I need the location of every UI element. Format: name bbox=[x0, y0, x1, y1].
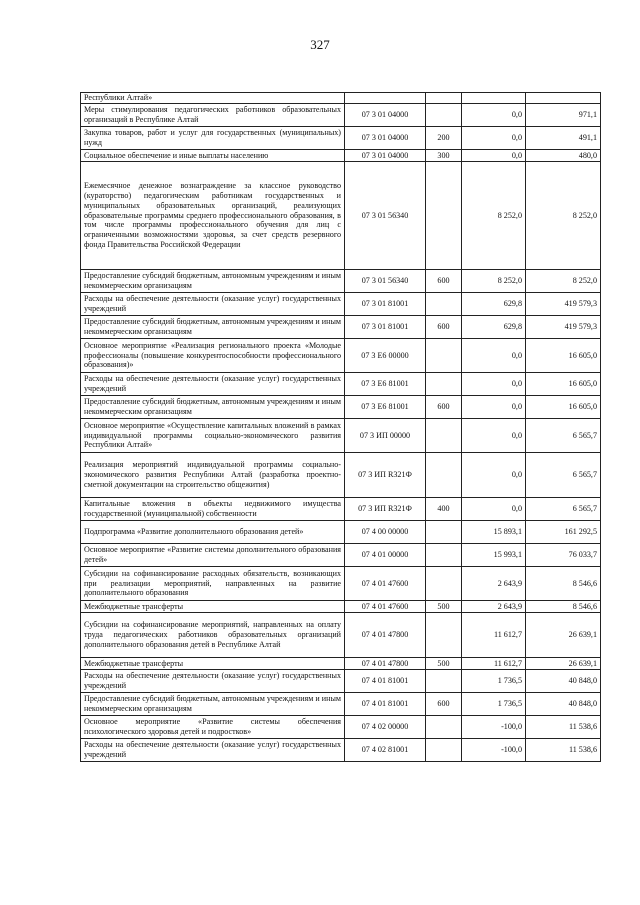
target-code: 07 4 01 47800 bbox=[345, 658, 426, 670]
amount-total: 8 252,0 bbox=[526, 162, 601, 270]
expense-type bbox=[426, 567, 462, 601]
expense-type: 600 bbox=[426, 316, 462, 339]
table-row bbox=[81, 150, 601, 162]
expense-type: 600 bbox=[426, 693, 462, 716]
amount-change: -100,0 bbox=[462, 716, 526, 739]
page-number: 327 bbox=[310, 37, 330, 52]
item-name: Предоставление субсидий бюджетным, автономным учреждениям и иным некоммерческим организациям bbox=[81, 396, 345, 419]
expense-type bbox=[426, 453, 462, 498]
item-name: Межбюджетные трансферты bbox=[81, 601, 345, 613]
item-name: Ежемесячное денежное вознаграждение за классное руководство (кураторство) педагогическим работникам государственных и муниципальных образовательных организаций, реализующих образовательные программы среднего профессионального образования, в том числе программы профессионального обучения для лиц с ограниченными возможностями здоровья, за счет средств резервного фонда Правительства Российской Федерации bbox=[81, 162, 345, 270]
item-name: Закупка товаров, работ и услуг для государственных (муниципальных) нужд bbox=[81, 127, 345, 150]
amount-total: 971,1 bbox=[526, 104, 601, 127]
table-row bbox=[81, 127, 601, 150]
target-code: 07 3 ИП 00000 bbox=[345, 419, 426, 453]
target-code: 07 4 01 81001 bbox=[345, 670, 426, 693]
item-name: Подпрограмма «Развитие дополнительного образования детей» bbox=[81, 521, 345, 544]
item-name: Реализация мероприятий индивидуальной программы социально-экономического развития Республики Алтай (разработка проектно-сметной документации на строительство общежития) bbox=[81, 453, 345, 498]
amount-total: 8 252,0 bbox=[526, 270, 601, 293]
table-row bbox=[81, 658, 601, 670]
amount-change: 0,0 bbox=[462, 127, 526, 150]
amount-change: 0,0 bbox=[462, 373, 526, 396]
target-code: 07 3 01 04000 bbox=[345, 150, 426, 162]
table-row bbox=[81, 693, 601, 716]
amount-total: 76 033,7 bbox=[526, 544, 601, 567]
item-name: Расходы на обеспечение деятельности (оказание услуг) государственных учреждений bbox=[81, 293, 345, 316]
amount-total: 16 605,0 bbox=[526, 373, 601, 396]
expense-type bbox=[426, 373, 462, 396]
expense-type: 400 bbox=[426, 498, 462, 521]
target-code: 07 3 01 81001 bbox=[345, 293, 426, 316]
amount-change: 8 252,0 bbox=[462, 270, 526, 293]
amount-total: 26 639,1 bbox=[526, 658, 601, 670]
target-code: 07 3 01 04000 bbox=[345, 127, 426, 150]
target-code: 07 4 02 00000 bbox=[345, 716, 426, 739]
table-row bbox=[81, 670, 601, 693]
amount-change: 15 893,1 bbox=[462, 521, 526, 544]
table-row bbox=[81, 316, 601, 339]
expense-type: 300 bbox=[426, 150, 462, 162]
amount-change: 2 643,9 bbox=[462, 601, 526, 613]
expense-type bbox=[426, 716, 462, 739]
amount-total: 11 538,6 bbox=[526, 739, 601, 762]
item-name: Меры стимулирования педагогических работников образовательных организаций в Республике Алтай bbox=[81, 104, 345, 127]
table-row bbox=[81, 93, 601, 104]
table-row bbox=[81, 453, 601, 498]
item-name: Расходы на обеспечение деятельности (оказание услуг) государственных учреждений bbox=[81, 373, 345, 396]
expense-type bbox=[426, 93, 462, 104]
expense-type bbox=[426, 419, 462, 453]
expense-type bbox=[426, 339, 462, 373]
amount-total: 419 579,3 bbox=[526, 293, 601, 316]
item-name: Основное мероприятие «Развитие системы дополнительного образования детей» bbox=[81, 544, 345, 567]
budget-table bbox=[80, 92, 601, 762]
amount-change: 1 736,5 bbox=[462, 693, 526, 716]
expense-type: 200 bbox=[426, 127, 462, 150]
expense-type: 600 bbox=[426, 396, 462, 419]
table-row bbox=[81, 396, 601, 419]
amount-change: 2 643,9 bbox=[462, 567, 526, 601]
target-code: 07 3 01 04000 bbox=[345, 104, 426, 127]
amount-change: 0,0 bbox=[462, 396, 526, 419]
table-row bbox=[81, 716, 601, 739]
table-row bbox=[81, 419, 601, 453]
table-row bbox=[81, 270, 601, 293]
table-row bbox=[81, 521, 601, 544]
item-name: Социальное обеспечение и иные выплаты населению bbox=[81, 150, 345, 162]
target-code: 07 3 01 81001 bbox=[345, 316, 426, 339]
amount-total bbox=[526, 93, 601, 104]
expense-type bbox=[426, 613, 462, 658]
amount-change: 1 736,5 bbox=[462, 670, 526, 693]
amount-total: 40 848,0 bbox=[526, 670, 601, 693]
amount-change: 8 252,0 bbox=[462, 162, 526, 270]
table-row bbox=[81, 601, 601, 613]
target-code: 07 3 ИП R321Ф bbox=[345, 453, 426, 498]
amount-total: 480,0 bbox=[526, 150, 601, 162]
expense-type bbox=[426, 162, 462, 270]
table-row bbox=[81, 613, 601, 658]
expense-type bbox=[426, 104, 462, 127]
table-row bbox=[81, 567, 601, 601]
amount-change: 0,0 bbox=[462, 104, 526, 127]
amount-total: 161 292,5 bbox=[526, 521, 601, 544]
amount-change: -100,0 bbox=[462, 739, 526, 762]
amount-total: 16 605,0 bbox=[526, 396, 601, 419]
item-name: Основное мероприятие «Реализация регионального проекта «Молодые профессионалы (повышение конкурентоспособности профессионального образования)» bbox=[81, 339, 345, 373]
expense-type: 500 bbox=[426, 658, 462, 670]
table-body bbox=[81, 93, 601, 762]
item-name: Предоставление субсидий бюджетным, автономным учреждениям и иным некоммерческим организациям bbox=[81, 270, 345, 293]
target-code: 07 4 01 00000 bbox=[345, 544, 426, 567]
item-name: Межбюджетные трансферты bbox=[81, 658, 345, 670]
target-code: 07 4 01 81001 bbox=[345, 693, 426, 716]
table-row bbox=[81, 339, 601, 373]
amount-total: 6 565,7 bbox=[526, 453, 601, 498]
target-code: 07 3 Е6 81001 bbox=[345, 373, 426, 396]
amount-change bbox=[462, 93, 526, 104]
amount-change: 629,8 bbox=[462, 316, 526, 339]
amount-total: 8 546,6 bbox=[526, 601, 601, 613]
amount-total: 419 579,3 bbox=[526, 316, 601, 339]
expense-type bbox=[426, 293, 462, 316]
target-code: 07 3 01 56340 bbox=[345, 270, 426, 293]
item-name: Основное мероприятие «Развитие системы обеспечения психологического здоровья детей и подростков» bbox=[81, 716, 345, 739]
target-code: 07 3 01 56340 bbox=[345, 162, 426, 270]
target-code: 07 3 ИП R321Ф bbox=[345, 498, 426, 521]
table-row bbox=[81, 739, 601, 762]
expense-type bbox=[426, 670, 462, 693]
amount-total: 6 565,7 bbox=[526, 419, 601, 453]
expense-type bbox=[426, 521, 462, 544]
expense-type bbox=[426, 739, 462, 762]
expense-type: 600 bbox=[426, 270, 462, 293]
item-name: Субсидии на софинансирование расходных обязательств, возникающих при реализации мероприятий, направленных на развитие дополнительного образования bbox=[81, 567, 345, 601]
item-name: Расходы на обеспечение деятельности (оказание услуг) государственных учреждений bbox=[81, 739, 345, 762]
target-code: 07 4 01 47600 bbox=[345, 601, 426, 613]
item-name: Предоставление субсидий бюджетным, автономным учреждениям и иным некоммерческим организациям bbox=[81, 316, 345, 339]
amount-total: 26 639,1 bbox=[526, 613, 601, 658]
amount-change: 0,0 bbox=[462, 339, 526, 373]
amount-total: 6 565,7 bbox=[526, 498, 601, 521]
amount-change: 0,0 bbox=[462, 453, 526, 498]
target-code: 07 3 Е6 81001 bbox=[345, 396, 426, 419]
amount-total: 8 546,6 bbox=[526, 567, 601, 601]
amount-change: 11 612,7 bbox=[462, 658, 526, 670]
amount-change: 0,0 bbox=[462, 498, 526, 521]
amount-change: 629,8 bbox=[462, 293, 526, 316]
amount-change: 0,0 bbox=[462, 150, 526, 162]
table-row bbox=[81, 293, 601, 316]
amount-total: 16 605,0 bbox=[526, 339, 601, 373]
amount-change: 15 993,1 bbox=[462, 544, 526, 567]
table-row bbox=[81, 104, 601, 127]
expense-type: 500 bbox=[426, 601, 462, 613]
amount-total: 491,1 bbox=[526, 127, 601, 150]
item-name: Субсидии на софинансирование мероприятий, направленных на оплату труда педагогических работников образовательных организаций дополнительного образования детей в Республике Алтай bbox=[81, 613, 345, 658]
item-name: Предоставление субсидий бюджетным, автономным учреждениям и иным некоммерческим организациям bbox=[81, 693, 345, 716]
table-row bbox=[81, 544, 601, 567]
table-row bbox=[81, 162, 601, 270]
target-code: 07 4 01 47800 bbox=[345, 613, 426, 658]
item-name: Основное мероприятие «Осуществление капитальных вложений в рамках индивидуальной программы социально-экономического развития Республики Алтай» bbox=[81, 419, 345, 453]
amount-total: 40 848,0 bbox=[526, 693, 601, 716]
target-code: 07 4 02 81001 bbox=[345, 739, 426, 762]
target-code: 07 4 01 47600 bbox=[345, 567, 426, 601]
expense-type bbox=[426, 544, 462, 567]
amount-change: 11 612,7 bbox=[462, 613, 526, 658]
table-row bbox=[81, 498, 601, 521]
target-code bbox=[345, 93, 426, 104]
item-name: Расходы на обеспечение деятельности (оказание услуг) государственных учреждений bbox=[81, 670, 345, 693]
amount-change: 0,0 bbox=[462, 419, 526, 453]
item-name: Республики Алтай» bbox=[81, 93, 345, 104]
target-code: 07 3 Е6 00000 bbox=[345, 339, 426, 373]
item-name: Капитальные вложения в объекты недвижимого имущества государственной (муниципальной) собственности bbox=[81, 498, 345, 521]
target-code: 07 4 00 00000 bbox=[345, 521, 426, 544]
amount-total: 11 538,6 bbox=[526, 716, 601, 739]
table-row bbox=[81, 373, 601, 396]
